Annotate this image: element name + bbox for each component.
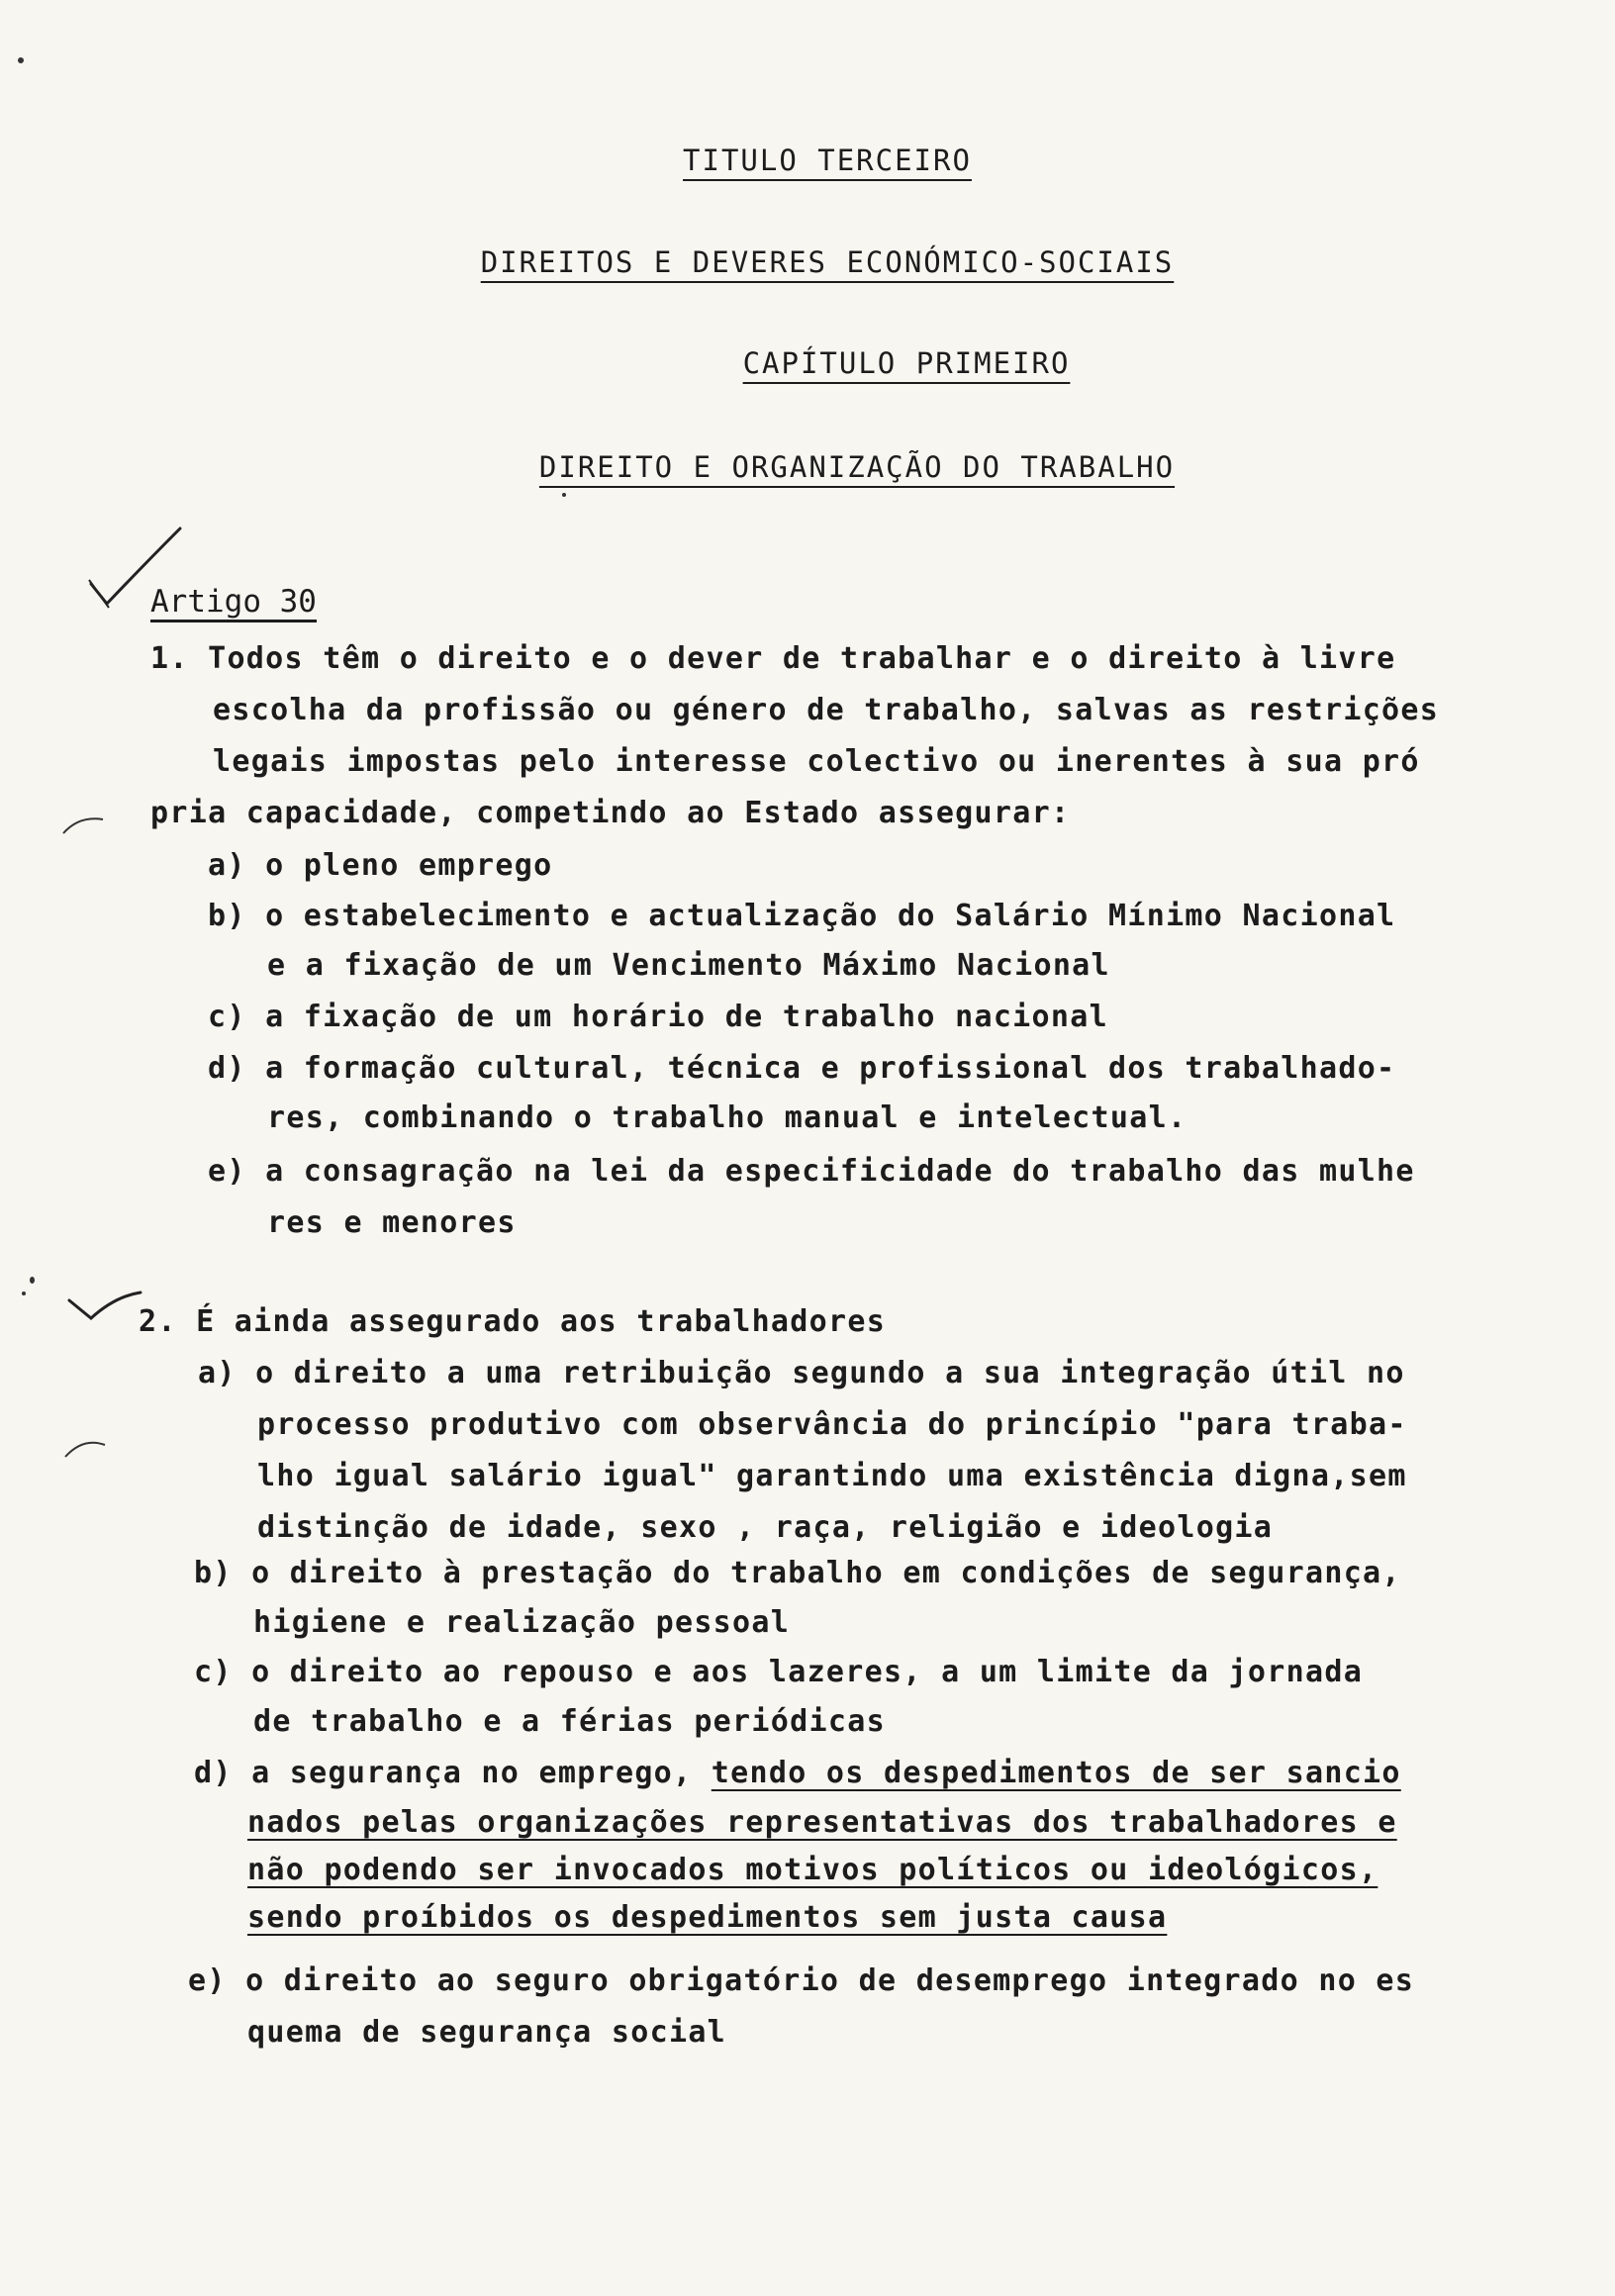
margin-arc-mark — [61, 1433, 111, 1463]
margin-arc-mark — [59, 810, 109, 839]
para1-item-e: e) a consagração na lei da especificidade do trabalho das mulhe — [208, 1154, 1415, 1189]
underlined-text: tendo os despedimentos de ser sancio — [711, 1756, 1401, 1790]
para1-item-c: c) a fixação de um horário de trabalho nacional — [208, 1000, 1108, 1034]
para1-line: pria capacidade, competindo ao Estado assegurar: — [150, 796, 1071, 830]
title-text: TITULO TERCEIRO — [683, 144, 972, 177]
para2-item-b: b) o direito à prestação do trabalho em condições de segurança, — [194, 1556, 1401, 1590]
para1-line: escolha da profissão ou género de trabalho, salvas as restrições — [213, 693, 1440, 727]
para2-item-d-cont-underlined: nados pelas organizações representativas dos trabalhadores e — [247, 1805, 1397, 1840]
para2-item-a-cont: distinção de idade, sexo , raça, religião e ideologia — [257, 1510, 1274, 1545]
para2-intro: 2. É ainda assegurado aos trabalhadores — [139, 1304, 887, 1339]
para2-item-d-lead: d) a segurança no emprego, — [194, 1756, 712, 1790]
chapter-text: CAPÍTULO PRIMEIRO — [742, 346, 1071, 380]
para2-item-a-cont: processo produtivo com observância do princípio "para traba- — [257, 1407, 1407, 1442]
para1-item-d: d) a formação cultural, técnica e profissional dos trabalhado- — [208, 1051, 1396, 1086]
para2-item-d-cont-underlined: sendo proíbidos os despedimentos sem justa causa — [247, 1900, 1168, 1935]
para2-item-e: e) o direito ao seguro obrigatório de desemprego integrado no es — [188, 1963, 1415, 1998]
para1-line: legais impostas pelo interesse colectivo ou inerentes à sua pró — [213, 744, 1420, 779]
para1-item-b: b) o estabelecimento e actualização do Salário Mínimo Nacional — [208, 899, 1396, 933]
title-heading — [0, 144, 1615, 177]
para1-line: 1. Todos têm o direito e o dever de trabalhar e o direito à livre — [150, 641, 1396, 676]
para2-item-d — [194, 1756, 1401, 1790]
para1-item-d-cont: res, combinando o trabalho manual e intelectual. — [267, 1100, 1188, 1135]
subtitle-heading — [0, 245, 1615, 279]
scan-speck — [18, 57, 24, 63]
para1-item-e-cont: res e menores — [267, 1205, 517, 1240]
para2-item-d-cont-underlined: não podendo ser invocados motivos políticos ou ideológicos, — [247, 1853, 1378, 1887]
scan-speck — [30, 1277, 35, 1284]
para2-item-e-cont: quema de segurança social — [247, 2015, 727, 2050]
scan-speck — [562, 493, 566, 497]
para2-item-b-cont: higiene e realização pessoal — [253, 1605, 791, 1640]
subtitle-text: DIREITOS E DEVERES ECONÓMICO-SOCIAIS — [480, 245, 1175, 279]
para2-item-c: c) o direito ao repouso e aos lazeres, a um limite da jornada — [194, 1655, 1364, 1689]
chapter-heading — [0, 346, 1615, 380]
article-heading: Artigo 30 — [150, 584, 317, 620]
para1-item-a: a) o pleno emprego — [208, 848, 553, 883]
handwritten-check — [65, 1287, 144, 1326]
para1-item-b-cont: e a fixação de um Vencimento Máximo Nacional — [267, 948, 1110, 983]
chapter-title-text: DIREITO E ORGANIZAÇÃO DO TRABALHO — [538, 450, 1176, 484]
para2-item-c-cont: de trabalho e a férias periódicas — [253, 1704, 886, 1739]
chapter-title-heading — [0, 450, 1615, 484]
para2-item-a-cont: lho igual salário igual" garantindo uma existência digna,sem — [257, 1459, 1407, 1493]
scan-speck — [22, 1292, 26, 1295]
para2-item-a: a) o direito a uma retribuição segundo a sua integração útil no — [198, 1356, 1405, 1390]
